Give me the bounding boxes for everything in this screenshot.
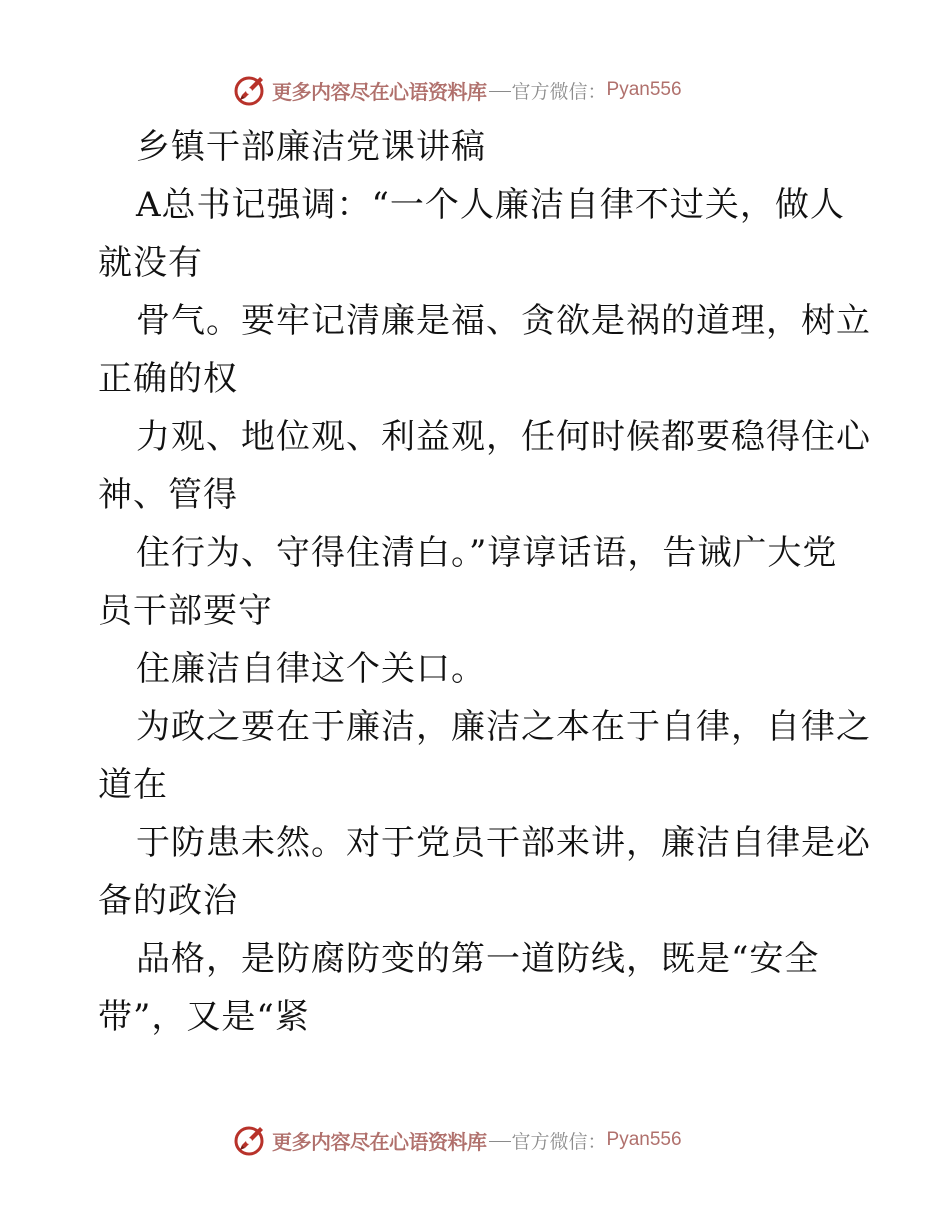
red-pen-logo-icon xyxy=(234,73,268,107)
paragraph-line: 于防患未然。对于党员干部来讲，廉洁自律是必 xyxy=(136,823,871,863)
paragraph-line: 品格，是防腐防变的第一道防线，既是“安全 xyxy=(136,939,820,979)
red-pen-logo-icon xyxy=(234,1123,268,1157)
banner-main-text: 更多内容尽在心语资料库 xyxy=(272,79,487,104)
document-body xyxy=(98,118,871,1046)
paragraph-line: 骨气。要牢记清廉是福、贪欲是祸的道理，树立 xyxy=(136,301,871,341)
paragraph-line: 正确的权 xyxy=(98,359,238,399)
footer-watermark-banner xyxy=(234,1120,682,1160)
banner-main-text: 更多内容尽在心语资料库 xyxy=(272,1129,487,1154)
paragraph-line: 住行为、守得住清白。”谆谆话语，告诫广大党 xyxy=(136,533,838,573)
header-watermark-banner xyxy=(234,70,682,110)
banner-sub-text: 官方微信： xyxy=(511,1130,607,1153)
banner-wechat-id: Pyan556 xyxy=(606,1129,682,1150)
paragraph-line: 道在 xyxy=(98,765,168,805)
banner-wechat-id: Pyan556 xyxy=(606,79,682,100)
banner-sub-text: 官方微信： xyxy=(511,80,607,103)
paragraph-line: A总书记强调：“一个人廉洁自律不过关，做人 xyxy=(136,185,845,225)
paragraph-line: 神、管得 xyxy=(98,475,238,515)
paragraph-line: 为政之要在于廉洁，廉洁之本在于自律，自律之 xyxy=(136,707,871,747)
document-title: 乡镇干部廉洁党课讲稿 xyxy=(136,127,486,167)
banner-dash xyxy=(489,91,511,92)
paragraph-line: 住廉洁自律这个关口。 xyxy=(136,649,486,689)
paragraph-line: 就没有 xyxy=(98,243,203,283)
paragraph-line: 备的政治 xyxy=(98,881,238,921)
paragraph-line: 力观、地位观、利益观，任何时候都要稳得住心 xyxy=(136,417,871,457)
paragraph-line: 员干部要守 xyxy=(98,591,273,631)
banner-dash xyxy=(489,1141,511,1142)
paragraph-line: 带”，又是“紧 xyxy=(98,997,310,1037)
